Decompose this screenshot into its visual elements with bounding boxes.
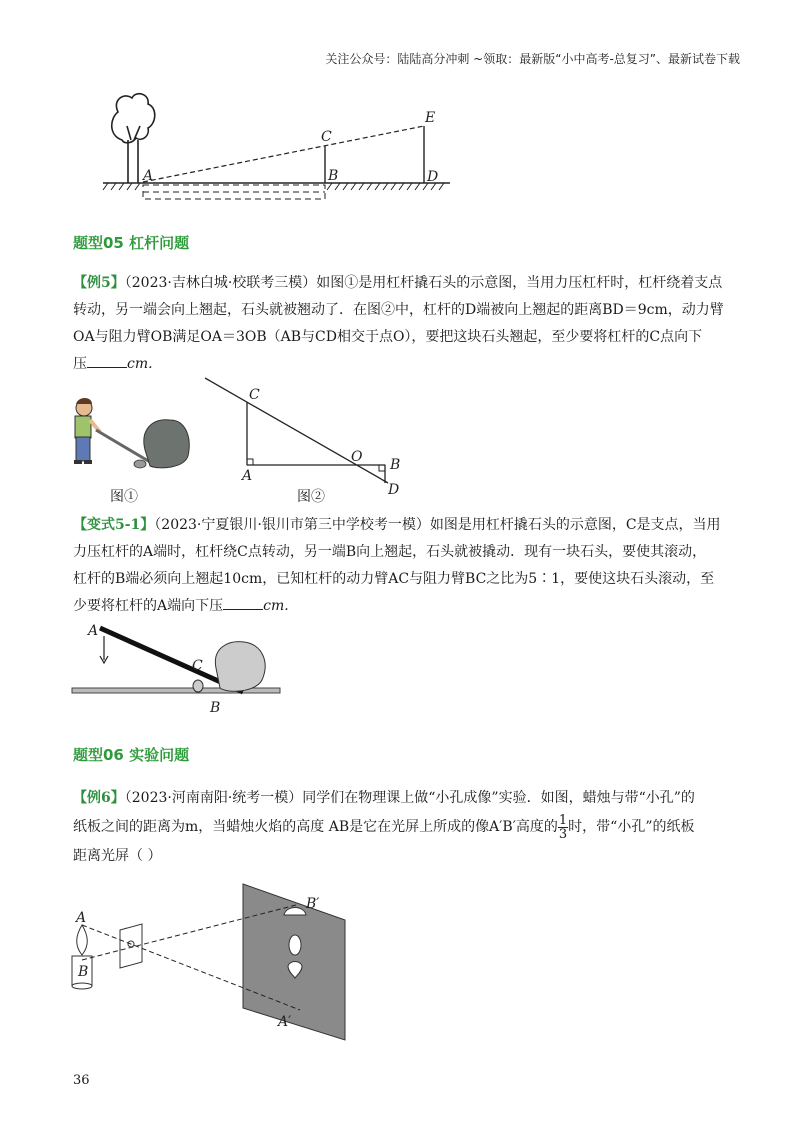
page-header: 关注公众号：陆陆高分冲刺 ~领取：最新版“小中高考-总复习”、最新试卷下载 — [325, 52, 740, 66]
fig2-label-o: O — [351, 449, 363, 465]
variant-label-b: B — [210, 700, 221, 716]
example5-line4a: 压 — [73, 356, 87, 372]
example5-line4b: cm. — [127, 356, 153, 372]
variant51-line3: 杠杆的B端必须向上翘起10cm，已知杠杆的动力臂AC与阻力臂BC之比为5∶1，要使这块石头滚动，至 — [73, 571, 715, 587]
fraction-denominator: 3 — [558, 826, 568, 842]
fig2-label-a: A — [242, 468, 253, 484]
variant51-line4a: 少要将杠杆的A端向下压 — [73, 598, 224, 614]
section-title-06: 题型06 实验问题 — [73, 746, 190, 764]
fig1-caption: 图① — [110, 489, 138, 505]
fig2-label-c: C — [249, 387, 260, 403]
fig2-label-d: D — [388, 482, 400, 498]
label-b: B — [328, 168, 339, 184]
label-e: E — [425, 110, 436, 126]
example5-tag: 【例5】 — [73, 275, 125, 291]
fraction-numerator: 1 — [558, 812, 568, 828]
pinhole-label-bp: B′ — [306, 896, 320, 912]
example6-line1: （2023·河南南阳·统考一模）同学们在物理课上做“小孔成像”实验．如图，蜡烛与带“小孔”的 — [124, 790, 695, 806]
example5-line1: （2023·吉林白城·校联考三模）如图①是用杠杆撬石头的示意图，当用力压杠杆时，杠杆绕着支点 — [124, 275, 723, 291]
flame-icon — [77, 925, 88, 955]
example5-line3: OA与阻力臂OB满足OA＝3OB（AB与CD相交于点O），要把这块石头翘起，至少要将杠杆的C点向下 — [73, 329, 703, 345]
label-a: A — [143, 168, 154, 184]
variant51-line1: （2023·宁夏银川·银川市第三中学校考一模）如图是用杠杆撬石头的示意图，C是支点，当用 — [154, 517, 721, 533]
label-d: D — [427, 169, 439, 185]
variant51-line2: 力压杠杆的A端时，杠杆绕C点转动，另一端B向上翘起，石头就被撬动．现有一块石头，要使其滚动， — [73, 544, 707, 560]
pinhole-label-ap: A′ — [278, 1014, 292, 1030]
fig2-label-b: B — [390, 457, 401, 473]
label-c: C — [321, 129, 332, 145]
example6-line2b: 时，带“小孔”的纸板 — [568, 819, 695, 835]
example6-line3: 距离光屏（ ） — [73, 848, 162, 864]
example6-tag: 【例6】 — [73, 790, 125, 806]
variant51-tag: 【变式5-1】 — [73, 517, 155, 533]
pinhole-label-b: B — [78, 964, 89, 980]
example6-line2a: 纸板之间的距离为m，当蜡烛火焰的高度 AB是它在光屏上所成的像A′B′高度的 — [73, 819, 558, 835]
variant51-line4b: cm. — [263, 598, 289, 614]
section-title-05: 题型05 杠杆问题 — [73, 234, 190, 252]
variant-label-a: A — [88, 623, 99, 639]
variant-label-c: C — [192, 658, 203, 674]
fig2-caption: 图② — [297, 489, 325, 505]
page-number: 36 — [73, 1073, 90, 1088]
example5-line2: 转动，另一端会向上翘起，石头就被翘动了．在图②中，杠杆的D端被向上翘起的距离BD＝9cm，动力臂 — [73, 302, 724, 318]
pinhole-label-a: A — [76, 910, 87, 926]
